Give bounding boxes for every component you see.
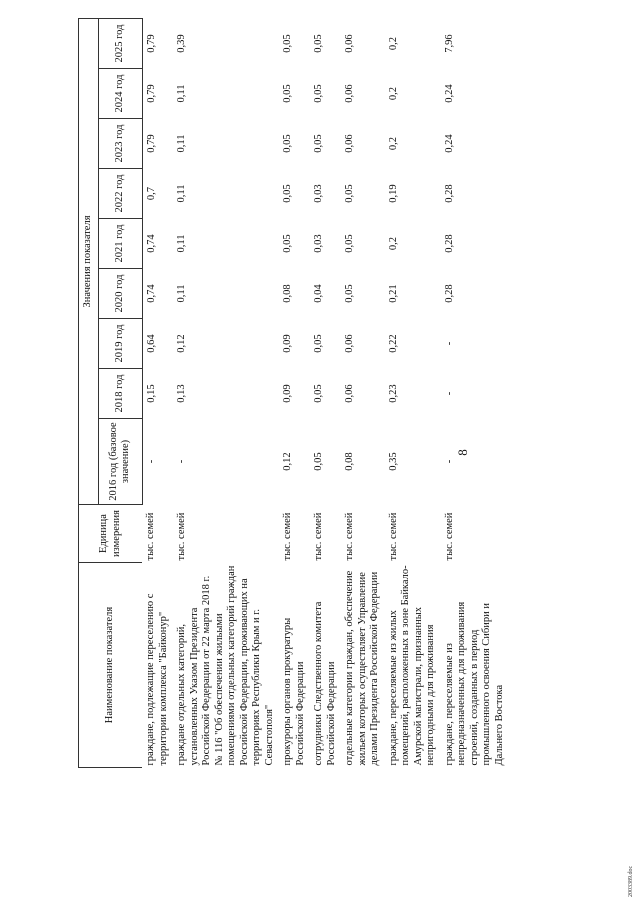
- row-value: 0,05: [282, 184, 293, 203]
- row-value: 0,12: [282, 452, 293, 471]
- row-value: 0,2: [387, 136, 399, 151]
- table-row: [173, 19, 279, 768]
- row-name: граждане, переселяемые из непредназначенных для проживания строений, созданных в период промышленного освоения Сибири и Дальнего Востока: [443, 601, 505, 766]
- row-value: 7,96: [443, 34, 455, 53]
- row-value: 0,03: [313, 184, 324, 203]
- row-value: 0,11: [176, 284, 187, 303]
- table-row: [310, 19, 341, 768]
- header-year: 2020 год: [98, 269, 142, 319]
- row-value: 0,08: [282, 284, 293, 303]
- row-value: 0,05: [344, 184, 355, 203]
- row-value: 0,05: [313, 34, 324, 53]
- row-value: -: [145, 459, 157, 464]
- row-unit: тыс. семей: [282, 512, 293, 561]
- row-value: 0,05: [282, 234, 293, 253]
- row-value: 0,28: [443, 234, 455, 253]
- row-value: 0,15: [145, 384, 157, 403]
- row-value: 0,05: [344, 284, 355, 303]
- row-value: 0,24: [443, 84, 455, 103]
- table-row: [279, 19, 310, 768]
- page-number: 8: [455, 449, 470, 456]
- row-name: граждане отдельных категорий, установленных Указом Президента Российской Федерации от 22 марта 2018 г. № 116 "Об обеспечении жильыми помещениями отдельных категорий граждан Российской Федерации, проживающих на территориях Республики Крым и г. Севастополя": [176, 565, 275, 766]
- row-value: 0,09: [282, 334, 293, 353]
- header-year: 2023 год: [98, 119, 142, 169]
- row-value: 0,05: [313, 452, 324, 471]
- row-value: 0,05: [313, 134, 324, 153]
- row-value: 0,12: [176, 334, 187, 353]
- row-value: 0,11: [176, 134, 187, 153]
- row-value: 0,05: [344, 234, 355, 253]
- row-value: 0,06: [344, 84, 355, 103]
- row-value: 0,79: [145, 134, 157, 153]
- row-value: 0,05: [282, 34, 293, 53]
- row-value: -: [443, 341, 455, 346]
- row-value: 0,24: [443, 134, 455, 153]
- row-value: 0,03: [313, 234, 324, 253]
- row-value: 0,35: [387, 452, 399, 471]
- row-name: сотрудники Следственного комитета Российской Федерации: [313, 601, 337, 766]
- row-value: 0,13: [176, 384, 187, 403]
- table-row: [341, 19, 385, 768]
- row-value: 0,2: [387, 36, 399, 51]
- row-unit: тыс. семей: [443, 512, 455, 561]
- row-value: 0,19: [387, 184, 399, 203]
- row-value: -: [176, 459, 187, 464]
- row-unit: тыс. семей: [176, 512, 187, 561]
- row-value: 0,09: [282, 384, 293, 403]
- row-value: 0,28: [443, 184, 455, 203]
- row-value: 0,11: [176, 234, 187, 253]
- header-year: 2019 год: [98, 319, 142, 369]
- row-value: 0,79: [145, 34, 157, 53]
- row-name: граждане, подлежащие переселению с территории комплекса "Байконур": [145, 593, 169, 766]
- row-value: 0,05: [282, 84, 293, 103]
- row-value: 0,64: [145, 334, 157, 353]
- row-value: 0,7: [145, 186, 157, 201]
- indicators-table: [78, 18, 509, 768]
- row-value: 0,05: [313, 84, 324, 103]
- row-unit: тыс. семей: [387, 512, 399, 561]
- row-name: прокуроры органов прокуратуры Российской Федерации: [282, 617, 306, 766]
- row-value: 0,21: [387, 284, 399, 303]
- row-value: 0,05: [313, 384, 324, 403]
- row-value: 0,06: [344, 134, 355, 153]
- row-value: 0,06: [344, 334, 355, 353]
- table-row: [142, 19, 173, 768]
- header-values-group: Значения показателя: [79, 19, 99, 505]
- header-unit: Единица измерения: [79, 505, 143, 563]
- row-value: 0,11: [176, 184, 187, 203]
- row-value: 0,11: [176, 84, 187, 103]
- row-value: 0,79: [145, 84, 157, 103]
- header-year: 2018 год: [98, 369, 142, 419]
- footer-filename: 2003389.doc: [628, 865, 634, 897]
- row-value: -: [443, 391, 455, 396]
- header-year: 2016 год (базовое значение): [98, 419, 142, 505]
- table-row: [441, 19, 510, 768]
- row-value: 0,06: [344, 384, 355, 403]
- row-value: 0,04: [313, 284, 324, 303]
- row-value: 0,39: [176, 34, 187, 53]
- row-value: 0,22: [387, 334, 399, 353]
- header-year: 2024 год: [98, 69, 142, 119]
- row-value: -: [443, 459, 455, 464]
- row-value: 0,2: [387, 236, 399, 251]
- row-value: 0,23: [387, 384, 399, 403]
- header-year: 2022 год: [98, 169, 142, 219]
- row-unit: тыс. семей: [344, 512, 355, 561]
- row-value: 0,2: [387, 86, 399, 101]
- row-value: 0,05: [282, 134, 293, 153]
- row-unit: тыс. семей: [145, 512, 156, 561]
- row-unit: тыс. семей: [313, 512, 324, 561]
- header-year: 2025 год: [98, 19, 142, 69]
- row-value: 0,08: [344, 452, 355, 471]
- row-value: 0,28: [443, 284, 455, 303]
- header-name: Наименование показателя: [79, 563, 143, 768]
- header-year: 2021 год: [98, 219, 142, 269]
- row-name: граждане, переселяемые из жилых помещений, расположенных в зоне Байкало-Амурской магистрали, признанных непригодными для проживания: [387, 565, 436, 766]
- row-name: отдельные категории граждан, обеспечение жильем которых осуществляет Управление делами Президента Российской Федерации: [344, 570, 380, 766]
- row-value: 0,74: [145, 284, 157, 303]
- row-value: 0,06: [344, 34, 355, 53]
- table-row: [385, 19, 441, 768]
- row-value: 0,05: [313, 334, 324, 353]
- row-value: 0,74: [145, 234, 157, 253]
